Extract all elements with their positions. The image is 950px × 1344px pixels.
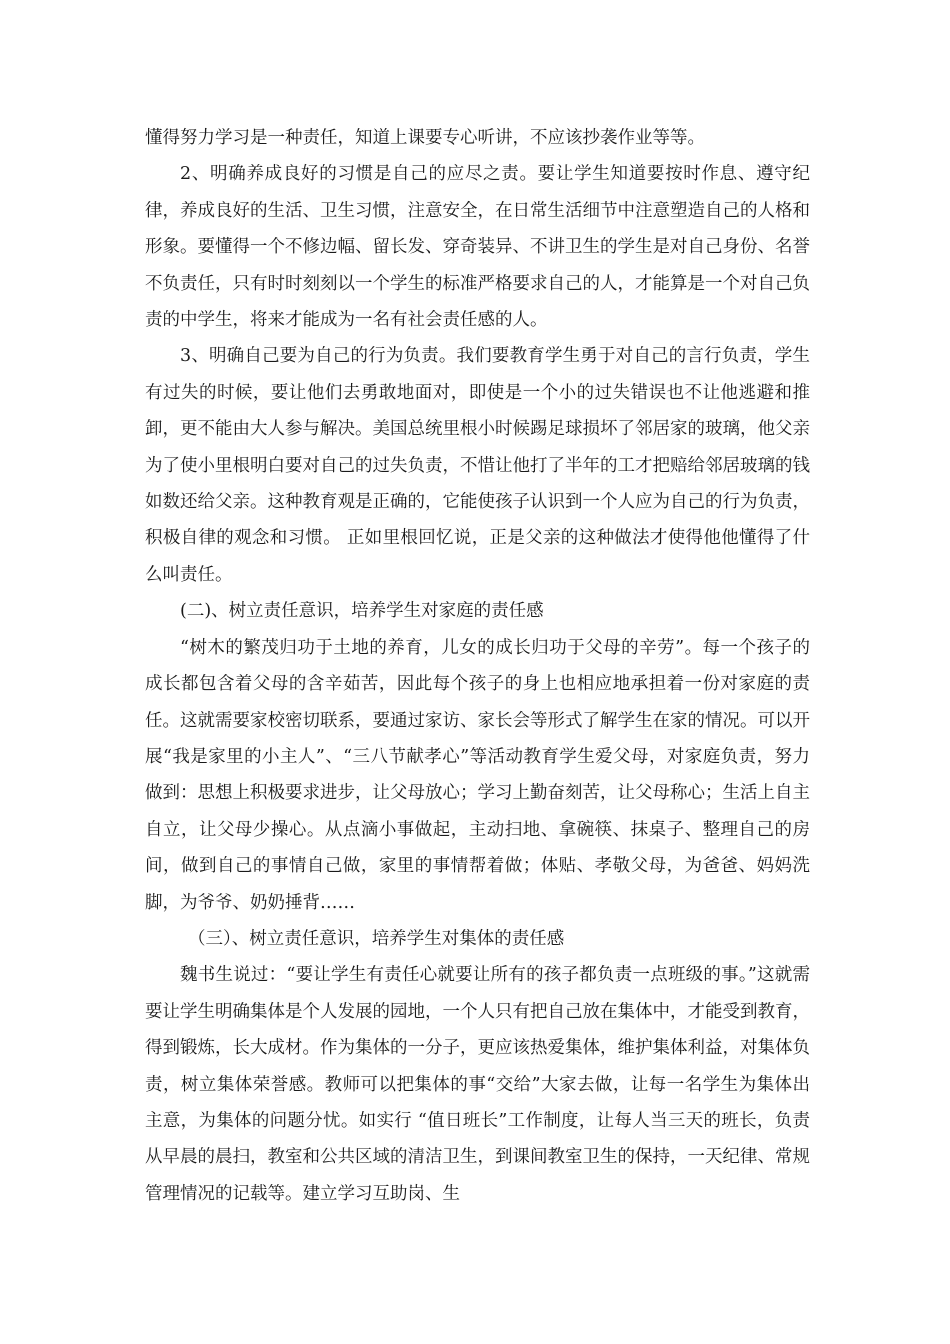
paragraph-collective: 魏书生说过：“要让学生有责任心就要让所有的孩子都负责一点班级的事。”这就需要让学生明确集体是个人发展的园地，一个人只有把自己放在集体中，才能受到教育，得到锻炼，长大成材。作为集体的一分子，更应该热爱集体，维护集体利益，对集体负责，树立集体荣誉感。教师可以把集体的事“交给”大家去做，让每一名学生为集体出主意，为集体的问题分忧。如实行 “值日班长”工作制度，让每人当三天的班长，负责从早晨的晨扫，教室和公共区域的清洁卫生，到课间教室卫生的保持，一天纪律、常规管理情况的记载等。建立学习互助岗、生 [145,965,810,1204]
section-heading-family: (二)、树立责任意识，培养学生对家庭的责任感 [180,601,544,622]
paragraph-habits: 2、明确养成良好的习惯是自己的应尽之责。要让学生知道要按时作息、遵守纪律，养成良好的生活、卫生习惯，注意安全，在日常生活细节中注意塑造自己的人格和形象。要懂得一个不修边幅、留长发、穿奇装异、不讲卫生的学生是对自己身份、名誉不负责任，只有时时刻刻以一个学生的标准严格要求自己的人，才能算是一个对自己负责的中学生，将来才能成为一名有社会责任感的人。 [145,164,810,331]
paragraph-family: “树木的繁茂归功于土地的养育，儿女的成长归功于父母的辛劳”。每一个孩子的成长都包含着父母的含辛茹苦，因此每个孩子的身上也相应地承担着一份对家庭的责任。这就需要家校密切联系，要通过家访、家长会等形式了解学生在家的情况。可以开展“我是家里的小主人”、“三八节献孝心”等活动教育学生爱父母，对家庭负责，努力做到：思想上积极要求进步，让父母放心；学习上勤奋刻苦，让父母称心；生活上自主自立，让父母少操心。从点滴小事做起，主动扫地、拿碗筷、抹桌子、整理自己的房间，做到自己的事情自己做，家里的事情帮着做；体贴、孝敬父母，为爸爸、妈妈洗脚，为爷爷、奶奶捶背…… [145,637,810,913]
paragraph-own-behavior: 3、明确自己要为自己的行为负责。我们要教育学生勇于对自己的言行负责，学生有过失的时候，要让他们去勇敢地面对，即使是一个小的过失错误也不让他逃避和推卸，更不能由大人参与解决。美国总统里根小时候踢足球损坏了邻居家的玻璃，他父亲为了使小里根明白要对自己的过失负责，不惜让他打了半年的工才把赔给邻居玻璃的钱如数还给父亲。这种教育观是正确的，它能使孩子认识到一个人应为自己的行为负责，积极自律的观念和习惯。 正如里根回忆说，正是父亲的这种做法才使得他他懂得了什么叫责任。 [145,346,810,585]
paragraph-continued: 懂得努力学习是一种责任，知道上课要专心听讲，不应该抄袭作业等等。 [145,128,705,148]
section-heading-collective: （三）、树立责任意识，培养学生对集体的责任感 [188,928,565,949]
